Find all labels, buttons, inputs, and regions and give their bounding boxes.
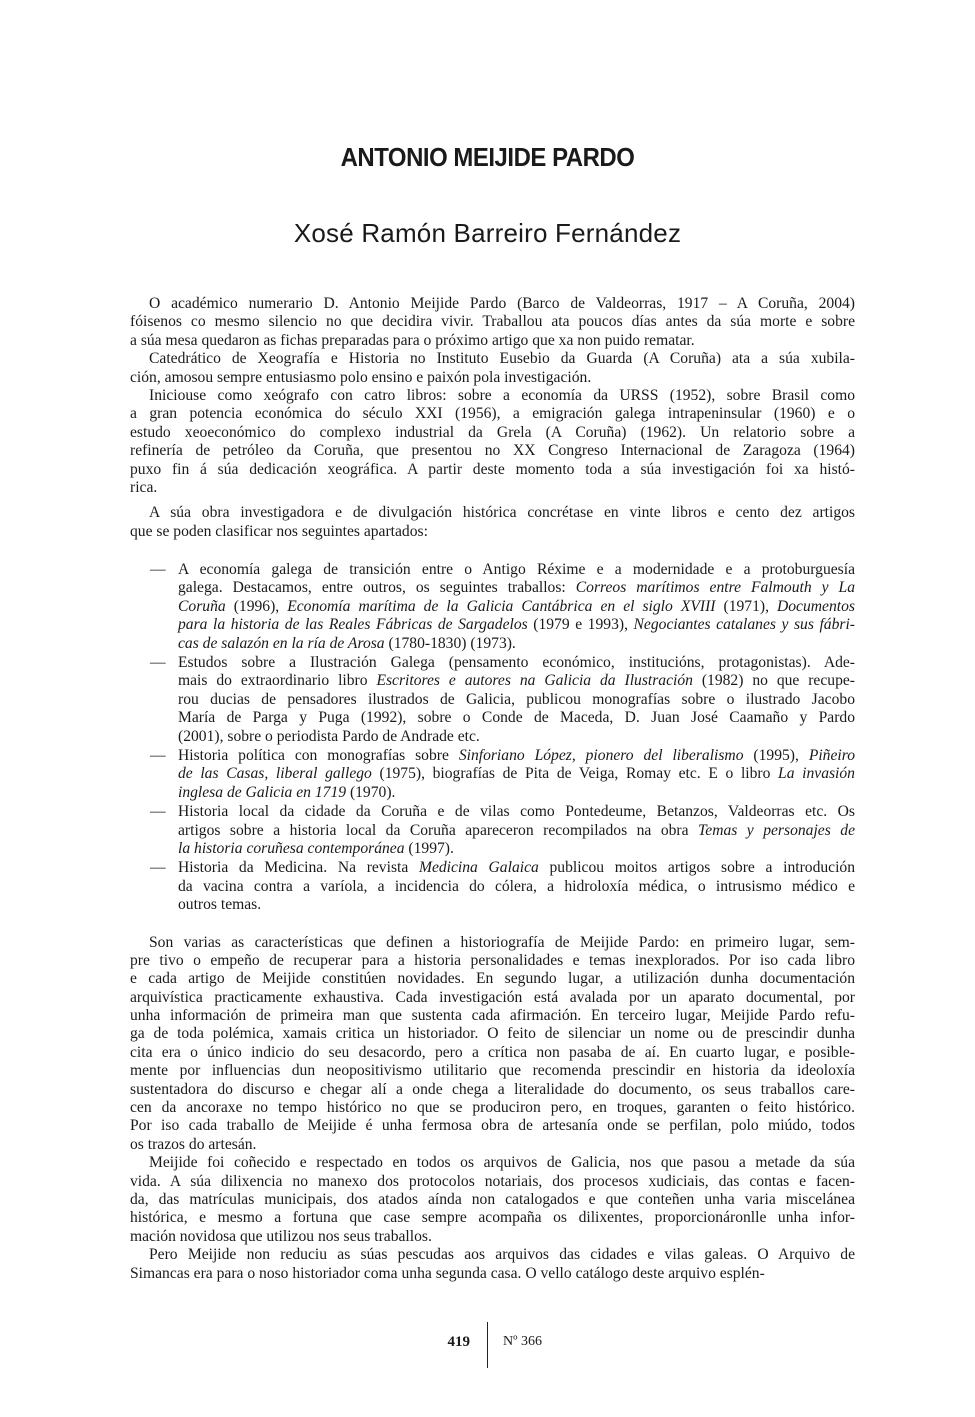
paragraph <box>130 1154 855 1246</box>
italic-title: Escritores e autores na Galicia da Ilustración <box>376 672 693 690</box>
text-line <box>130 523 855 541</box>
dash-bullet: — <box>150 746 166 764</box>
text-line <box>178 616 855 634</box>
text-line <box>130 295 855 313</box>
text-run: (1997). <box>404 839 454 857</box>
text-run: cita era o único indicio do seu desacordo, pero a crítica non pasaba de aí. En cuarto lugar, e posible- <box>130 1043 855 1061</box>
text-line <box>178 728 855 746</box>
dash-bullet: — <box>150 803 166 821</box>
text-line <box>130 1044 855 1062</box>
italic-title: Negociantes catalanes y sus fábri- <box>633 616 855 634</box>
text-line <box>178 822 855 840</box>
paragraph <box>130 504 855 541</box>
text-line <box>130 332 855 350</box>
list-item <box>130 654 855 746</box>
text-run: vida. A súa dilixencia no manexo dos protocolos notariais, dos procesos xudiciais, das contas e facen- <box>130 1172 855 1190</box>
italic-title: de las Casas, liberal gallego <box>178 765 372 783</box>
text-run: e cada artigo de Meijide constitúen novidades. En segundo lugar, a utilización dunha documentación <box>130 970 855 988</box>
text-run: sustentadora do discurso e chegar alí a onde chega a literalidade do documento, os seus traballos care- <box>130 1080 855 1098</box>
italic-title: para la historia de las Reales Fábricas de Sargadelos <box>178 616 528 634</box>
text-line <box>178 878 855 896</box>
text-line <box>130 369 855 387</box>
text-line <box>130 1136 855 1154</box>
text-line <box>130 934 855 952</box>
text-line <box>130 313 855 331</box>
text-line <box>130 461 855 479</box>
text-line <box>130 1025 855 1043</box>
text-line <box>178 654 855 672</box>
text-line <box>130 970 855 988</box>
article-body <box>130 295 855 1283</box>
text-line <box>178 635 855 653</box>
article-title: ANTONIO MEIJIDE PARDO <box>340 142 635 172</box>
text-line <box>130 1173 855 1191</box>
text-line <box>130 387 855 405</box>
text-run: rou ducias de pensadores ilustrados de Galicia, publicou monografías sobre o ilustrado Jacobo <box>178 690 855 708</box>
text-line <box>178 709 855 727</box>
text-run: puxo fin á súa dedicación xeográfica. A partir deste momento toda a súa investigación foi xa histó- <box>130 460 855 478</box>
italic-title: inglesa de Galicia en 1719 <box>178 783 347 801</box>
text-run: Historia local da cidade da Coruña e de vilas como Pontedeume, Betanzos, Valdeorras etc. Os <box>178 803 855 821</box>
text-run: galega. Destacamos, entre outros, os seguintes traballos: <box>178 579 576 597</box>
text-line <box>130 1265 855 1283</box>
text-line <box>178 598 855 616</box>
text-run: mación novidosa que utilizou nos seus traballos. <box>130 1227 432 1245</box>
page-number: 419 <box>447 1334 470 1350</box>
text-run: (1975), biografías de Pita de Veiga, Romay etc. E o libro <box>371 765 779 783</box>
text-line <box>178 803 855 821</box>
text-line <box>178 784 855 802</box>
text-run: Pero Meijide non reduciu as súas pescudas aos arquivos das cidades e vilas galeas. O Arquivo de <box>149 1246 855 1264</box>
text-line <box>130 1081 855 1099</box>
text-run: Historia política con monografías sobre <box>178 746 459 764</box>
text-line <box>130 479 855 497</box>
text-line <box>130 1191 855 1209</box>
closing-paragraphs <box>130 934 855 1283</box>
text-run: a súa mesa quedaron as fichas preparadas para o próximo artigo que xa non puido rematar. <box>130 331 695 349</box>
paragraph <box>130 350 855 387</box>
text-line <box>130 1228 855 1246</box>
italic-title: Piñeiro <box>808 746 856 764</box>
text-run: (1996), <box>225 597 288 615</box>
italic-title: Economía marítima de la Galicia Cantábrica en el siglo XVIII <box>287 597 716 615</box>
article-author: Xosé Ramón Barreiro Fernández <box>293 218 682 248</box>
text-line <box>130 952 855 970</box>
text-line <box>130 350 855 368</box>
text-run: ga de toda polémica, xamais critica un historiador. O feito de silenciar un nome ou de prescindir dunha <box>130 1025 855 1043</box>
text-line <box>130 424 855 442</box>
italic-title: Sinforiano López, pionero del liberalismo <box>458 746 744 764</box>
list-item <box>130 859 855 914</box>
text-run: histórica, e mesmo a fortuna que case sempre acompaña os dilixentes, proporcionáronlle unha infor- <box>130 1209 855 1227</box>
text-run: (1979 e 1993), <box>527 616 634 634</box>
text-run: que se poden clasificar nos seguintes apartados: <box>130 522 428 540</box>
paragraph <box>130 934 855 1155</box>
italic-title: La invasión <box>778 765 855 783</box>
text-run: Simancas era para o noso historiador coma unha segunda casa. O vello catálogo deste arquivo esplén- <box>130 1264 765 1282</box>
text-run: mente por influencias dun neopositivismo utilitario que recomenda prescindir en historia da ideoloxía <box>130 1062 855 1080</box>
text-line <box>130 1099 855 1117</box>
text-run: unha información de primeira man que sustenta cada afirmación. En terceiro lugar, Meijide Pardo refu- <box>130 1007 855 1025</box>
italic-title: cas de salazón en la ría de Arosa <box>178 634 385 652</box>
text-run: Historia da Medicina. Na revista <box>178 859 419 877</box>
issue-number: Nº 366 <box>503 1334 542 1349</box>
text-line <box>130 1154 855 1172</box>
text-line <box>130 442 855 460</box>
works-list <box>130 561 855 914</box>
italic-title: Medicina Galaica <box>418 859 539 877</box>
text-run: Estudos sobre a Ilustración Galega (pensamento económico, institucións, protagonistas). Ade- <box>178 654 855 672</box>
text-run: rica. <box>130 478 158 496</box>
text-line <box>178 579 855 597</box>
text-run: A economía galega de transición entre o Antigo Réxime e a modernidade e a protoburguesía <box>178 561 855 579</box>
text-line <box>178 765 855 783</box>
text-run: (1995), <box>743 746 809 764</box>
text-line <box>178 561 855 579</box>
text-run: fóisenos co mesmo silencio no que decidira vivir. Traballou ata poucos días antes da súa morte e sobre <box>130 313 855 331</box>
text-line <box>130 1209 855 1227</box>
text-run: Son varias as características que definen a historiografía de Meijide Pardo: en primeiro lugar, sem- <box>149 933 855 951</box>
text-run: Catedrático de Xeografía e Historia no Instituto Eusebio da Guarda (A Coruña) ata a súa xubila- <box>149 350 855 368</box>
text-run: (1780-1830) (1973). <box>384 634 516 652</box>
text-run: publicou moitos artigos sobre a introdución <box>538 859 856 877</box>
list-item <box>130 747 855 802</box>
text-run: María de Parga y Puga (1992), sobre o Conde de Maceda, D. Juan José Caamaño y Pardo <box>178 709 855 727</box>
dash-bullet: — <box>150 859 166 877</box>
text-run: (1982) no que recupe- <box>692 672 855 690</box>
text-line <box>130 1062 855 1080</box>
text-line <box>178 691 855 709</box>
text-run: mais do extraordinario libro <box>178 672 377 690</box>
text-run: (1970). <box>346 783 396 801</box>
text-run: (2001), sobre o periodista Pardo de Andrade etc. <box>178 727 480 745</box>
text-run: a gran potencia económica do século XXI (1956), a emigración galega intrapeninsular (1960) e o <box>130 405 855 423</box>
paragraph <box>130 387 855 497</box>
text-run: cen da ancoraxe no tempo histórico no que se produciron pero, en troques, garanten o feito histórico. <box>130 1099 855 1117</box>
italic-title: Documentos <box>777 597 855 615</box>
list-item <box>130 803 855 858</box>
italic-title: la historia coruñesa contemporánea <box>178 839 405 857</box>
text-run: pre tivo o empeño de recuperar para a historia personalidades e temas inexplorados. Por iso cada libro <box>130 951 855 969</box>
page-footer <box>0 1322 975 1368</box>
text-line <box>178 896 855 914</box>
text-run: Por iso cada traballo de Meijide é unha fermosa obra de artesanía onde se perfilan, polo miúdo, todos <box>130 1117 855 1135</box>
text-line <box>130 504 855 522</box>
dash-bullet: — <box>150 654 166 672</box>
text-run: os trazos do artesán. <box>130 1135 257 1153</box>
text-run: O académico numerario D. Antonio Meijide Pardo (Barco de Valdeorras, 1917 – A Coruña, 2004) <box>149 295 855 312</box>
text-line <box>130 1117 855 1135</box>
text-run: Iniciouse como xeógrafo con catro libros: sobre a economía da URSS (1952), sobre Brasil como <box>149 386 855 404</box>
text-line <box>178 840 855 858</box>
text-run: artigos sobre a historia local da Coruña apareceron recompilados na obra <box>178 821 699 839</box>
text-line <box>178 672 855 690</box>
text-run: outros temas. <box>178 896 262 914</box>
paragraph <box>130 1246 855 1283</box>
text-line <box>130 1007 855 1025</box>
text-line <box>130 1246 855 1264</box>
text-line <box>178 747 855 765</box>
text-line <box>178 859 855 877</box>
italic-title: Coruña <box>178 597 226 615</box>
intro-paragraphs <box>130 295 855 541</box>
text-run: da vacina contra a varíola, a incidencia do cólera, a hidroloxía médica, o intrusismo médico e <box>178 877 855 895</box>
dash-bullet: — <box>150 561 166 579</box>
text-run: (1971), <box>715 597 777 615</box>
list-item <box>130 561 855 653</box>
text-line <box>130 989 855 1007</box>
text-run: estudo xeoeconómico do complexo industrial da Grela (A Coruña) (1962). Un relatorio sobre a <box>130 423 855 441</box>
text-run: Meijide foi coñecido e respectado en todos os arquivos de Galicia, nos que pasou a metade da súa <box>149 1154 855 1172</box>
footer-divider <box>487 1322 488 1368</box>
paragraph <box>130 295 855 350</box>
text-run: refinería de petróleo da Coruña, que presentou no XX Congreso Internacional de Zaragoza (1964) <box>130 442 855 460</box>
text-run: arquivística practicamente exhaustiva. Cada investigación está avalada por un aparato documental, por <box>130 988 855 1006</box>
italic-title: Temas y personajes de <box>698 821 855 839</box>
text-run: da, das matrículas municipais, dos atados aínda non catalogados e que conteñen unha varia miscelánea <box>130 1190 855 1208</box>
text-run: ción, amosou sempre entusiasmo polo ensino e paixón pola investigación. <box>130 368 592 386</box>
text-line <box>130 405 855 423</box>
italic-title: Correos marítimos entre Falmouth y La <box>575 579 855 597</box>
text-run: A súa obra investigadora e de divulgación histórica concrétase en vinte libros e cento dez artigos <box>149 504 855 522</box>
